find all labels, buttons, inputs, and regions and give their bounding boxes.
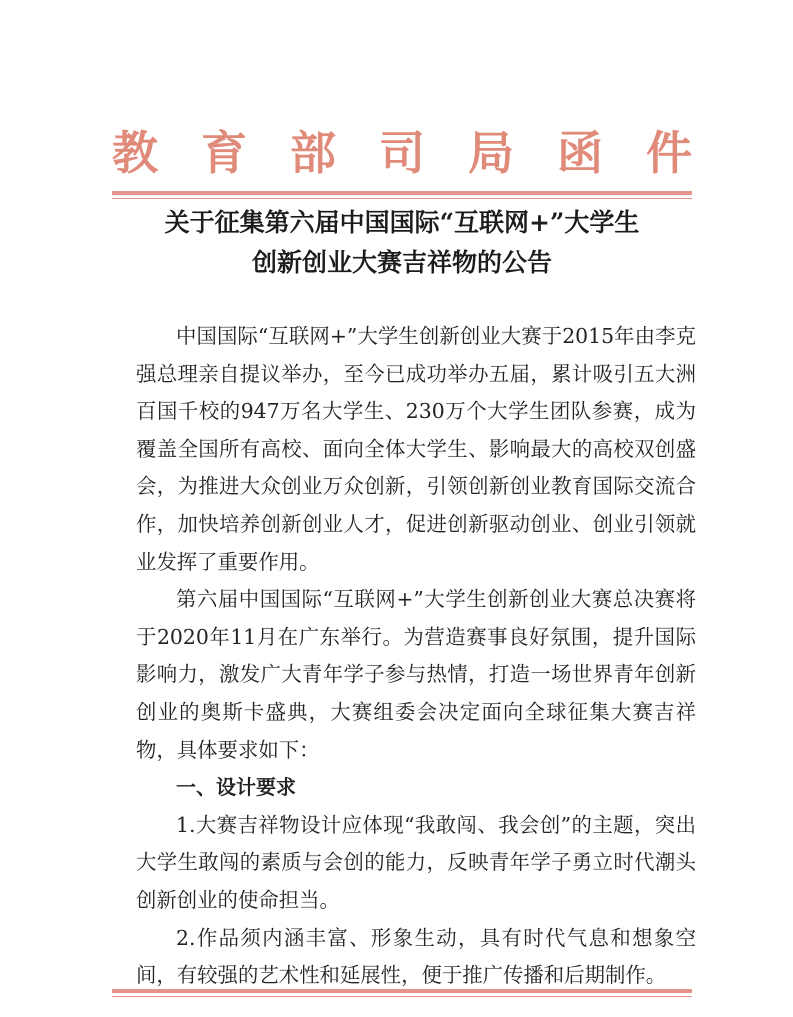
masthead xyxy=(112,118,692,182)
masthead-char: 教 xyxy=(112,126,158,180)
document-body xyxy=(136,318,696,995)
body-paragraph: 第六届中国国际“互联网+”大学生创新创业大赛总决赛将于2020年11月在广东举行。为营造赛事良好氛围，提升国际影响力，激发广大青年学子参与热情，打造一场世界青年创新创业的奥斯卡盛典，大赛组委会决定面向全球征集大赛吉祥物，具体要求如下： xyxy=(136,587,696,762)
masthead-char: 司 xyxy=(379,126,425,180)
header-rule xyxy=(112,191,692,199)
footer-rule xyxy=(112,989,692,997)
masthead-char: 局 xyxy=(468,126,514,180)
document-title xyxy=(112,203,692,283)
title-line-2: 创新创业大赛吉祥物的公告 xyxy=(251,248,552,277)
title-line-1: 关于征集第六届中国国际“互联网+”大学生 xyxy=(164,208,640,237)
masthead-char: 育 xyxy=(201,126,247,180)
masthead-char: 部 xyxy=(290,126,336,180)
masthead-char: 函 xyxy=(557,126,603,180)
requirement-item: 1.大赛吉祥物设计应体现“我敢闯、我会创”的主题，突出大学生敢闯的素质与会创的能力，反映青年学子勇立时代潮头创新创业的使命担当。 xyxy=(136,812,696,912)
masthead-char: 件 xyxy=(646,126,692,180)
requirement-item: 2.作品须内涵丰富、形象生动，具有时代气息和想象空间，有较强的艺术性和延展性，便于推广传播和后期制作。 xyxy=(136,925,696,988)
section-heading: 一、设计要求 xyxy=(176,775,296,800)
body-paragraph: 中国国际“互联网+”大学生创新创业大赛于2015年由李克强总理亲自提议举办，至今已成功举办五届，累计吸引五大洲百国千校的947万名大学生、230万个大学生团队参赛，成为覆盖全国所有高校、面向全体大学生、影响最大的高校双创盛会，为推进大众创业万众创新，引领创新创业教育国际交流合作，加快培养创新创业人才，促进创新驱动创业、创业引领就业发挥了重要作用。 xyxy=(136,324,696,574)
